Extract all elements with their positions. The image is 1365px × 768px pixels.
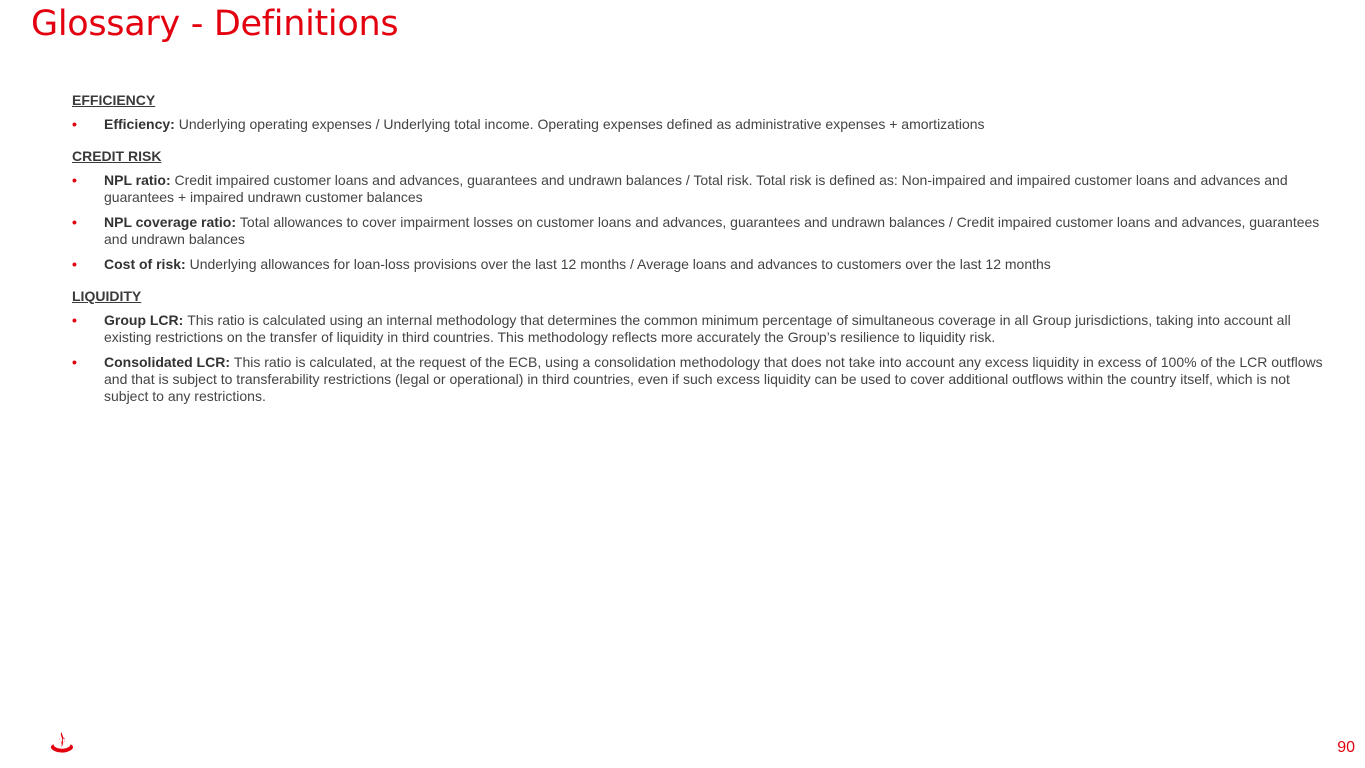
section-efficiency <box>72 92 1334 133</box>
section-heading-credit-risk: CREDIT RISK <box>72 148 162 164</box>
section-credit-risk <box>72 148 1334 273</box>
page-number: 90 <box>1337 739 1355 756</box>
section-heading-efficiency: EFFICIENCY <box>72 92 156 108</box>
definition-item-efficiency <box>72 116 1334 133</box>
bullet-icon: • <box>72 354 77 370</box>
definition-text: Underlying allowances for loan-loss provisions over the last 12 months / Average loans and advances to customers over the last 12 months <box>189 256 1051 272</box>
bullet-icon: • <box>72 214 77 230</box>
definition-term: Efficiency: <box>104 116 179 132</box>
definition-text: Credit impaired customer loans and advances, guarantees and undrawn balances / Total risk. Total risk is defined as: Non-impaired and impaired customer loans and advances and guarantees + impaired undrawn customer balances <box>104 172 1288 205</box>
definition-item-consolidated-lcr <box>72 354 1334 405</box>
page-title: Glossary - Definitions <box>31 4 399 44</box>
definition-item-npl-coverage-ratio <box>72 214 1334 248</box>
bullet-icon: • <box>72 256 77 272</box>
definition-text: This ratio is calculated, at the request of the ECB, using a consolidation methodology that does not take into account any excess liquidity in excess of 100% of the LCR outflows and that is subject to transferability restrictions (legal or operational) in third countries, even if such excess liquidity can be used to cover additional outflows within the country itself, which is not subject to any restrictions. <box>104 354 1323 404</box>
glossary-content <box>72 92 1334 405</box>
definition-text: This ratio is calculated using an internal methodology that determines the common minimum percentage of simultaneous coverage in all Group jurisdictions, taking into account all existing restrictions on the transfer of liquidity in third countries. This methodology reflects more accurately the Group’s resilience to liquidity risk. <box>104 312 1291 345</box>
definition-term: NPL coverage ratio: <box>104 214 240 230</box>
definition-item-cost-of-risk <box>72 256 1334 273</box>
definition-term: NPL ratio: <box>104 172 175 188</box>
bullet-icon: • <box>72 116 77 132</box>
definition-term: Group LCR: <box>104 312 188 328</box>
definition-item-group-lcr <box>72 312 1334 346</box>
bullet-icon: • <box>72 312 77 328</box>
flame-icon <box>49 731 75 755</box>
definition-item-npl-ratio <box>72 172 1334 206</box>
definition-list <box>72 172 1334 273</box>
section-heading-liquidity: LIQUIDITY <box>72 288 142 304</box>
section-liquidity <box>72 288 1334 405</box>
bullet-icon: • <box>72 172 77 188</box>
definition-list <box>72 116 1334 133</box>
definition-term: Consolidated LCR: <box>104 354 234 370</box>
definition-text: Underlying operating expenses / Underlying total income. Operating expenses defined as administrative expenses + amortizations <box>178 116 985 132</box>
definition-term: Cost of risk: <box>104 256 190 272</box>
definition-list <box>72 312 1334 405</box>
definition-text: Total allowances to cover impairment losses on customer loans and advances, guarantees and undrawn balances / Credit impaired customer loans and advances, guarantees and undrawn balances <box>104 214 1320 247</box>
